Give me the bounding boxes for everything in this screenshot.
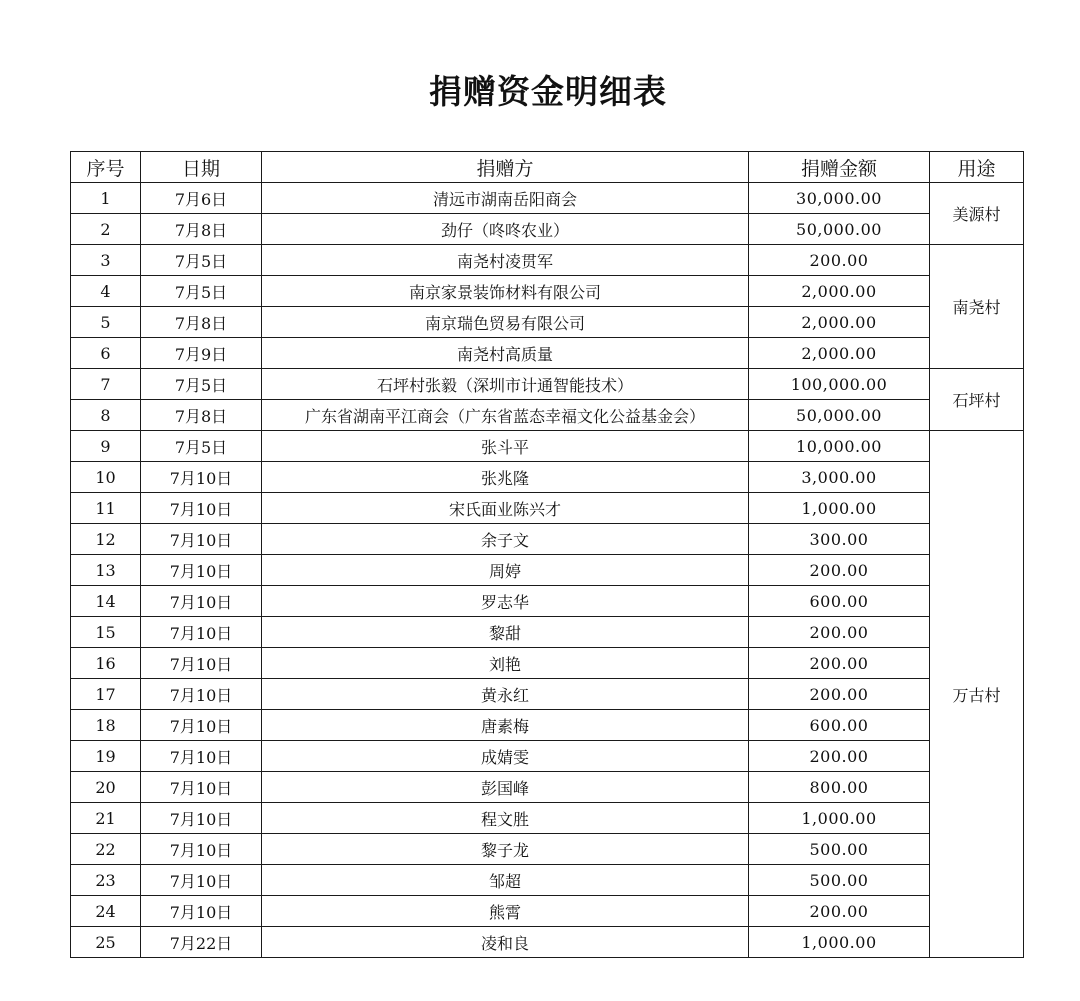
cell-donor: 程文胜 xyxy=(262,803,749,834)
cell-amount: 500.00 xyxy=(749,834,930,865)
cell-date: 7月10日 xyxy=(141,524,262,555)
cell-no: 5 xyxy=(71,307,141,338)
cell-amount: 50,000.00 xyxy=(749,400,930,431)
table-row xyxy=(71,617,1024,648)
table-row xyxy=(71,710,1024,741)
cell-use: 万古村 xyxy=(930,431,1024,958)
cell-date: 7月10日 xyxy=(141,586,262,617)
cell-date: 7月8日 xyxy=(141,307,262,338)
cell-donor: 清远市湖南岳阳商会 xyxy=(262,183,749,214)
header-amount: 捐赠金额 xyxy=(749,152,930,183)
table-row xyxy=(71,803,1024,834)
table-row xyxy=(71,555,1024,586)
cell-amount: 200.00 xyxy=(749,896,930,927)
cell-no: 10 xyxy=(71,462,141,493)
cell-date: 7月5日 xyxy=(141,369,262,400)
table-row xyxy=(71,214,1024,245)
cell-date: 7月10日 xyxy=(141,555,262,586)
cell-date: 7月5日 xyxy=(141,431,262,462)
header-row xyxy=(71,152,1024,183)
table-row xyxy=(71,741,1024,772)
cell-donor: 张斗平 xyxy=(262,431,749,462)
cell-donor: 周婷 xyxy=(262,555,749,586)
cell-no: 3 xyxy=(71,245,141,276)
table-row xyxy=(71,338,1024,369)
table-row xyxy=(71,865,1024,896)
cell-date: 7月10日 xyxy=(141,617,262,648)
cell-date: 7月10日 xyxy=(141,772,262,803)
header-no: 序号 xyxy=(71,152,141,183)
cell-donor: 宋氏面业陈兴才 xyxy=(262,493,749,524)
cell-donor: 邹超 xyxy=(262,865,749,896)
cell-no: 12 xyxy=(71,524,141,555)
cell-date: 7月10日 xyxy=(141,493,262,524)
cell-no: 23 xyxy=(71,865,141,896)
cell-amount: 600.00 xyxy=(749,586,930,617)
cell-amount: 200.00 xyxy=(749,741,930,772)
cell-donor: 余子文 xyxy=(262,524,749,555)
table-row xyxy=(71,183,1024,214)
header-donor: 捐赠方 xyxy=(262,152,749,183)
cell-donor: 劲仔（咚咚农业） xyxy=(262,214,749,245)
cell-no: 19 xyxy=(71,741,141,772)
cell-date: 7月10日 xyxy=(141,710,262,741)
table-row xyxy=(71,307,1024,338)
table-row xyxy=(71,276,1024,307)
table-body xyxy=(71,183,1024,958)
table-row xyxy=(71,896,1024,927)
cell-date: 7月5日 xyxy=(141,276,262,307)
cell-donor: 张兆隆 xyxy=(262,462,749,493)
table-row xyxy=(71,679,1024,710)
cell-no: 16 xyxy=(71,648,141,679)
cell-amount: 500.00 xyxy=(749,865,930,896)
cell-donor: 南尧村凌贯军 xyxy=(262,245,749,276)
cell-date: 7月9日 xyxy=(141,338,262,369)
cell-no: 17 xyxy=(71,679,141,710)
cell-amount: 2,000.00 xyxy=(749,338,930,369)
table-row xyxy=(71,245,1024,276)
cell-amount: 3,000.00 xyxy=(749,462,930,493)
cell-amount: 300.00 xyxy=(749,524,930,555)
cell-no: 15 xyxy=(71,617,141,648)
table-row xyxy=(71,493,1024,524)
cell-no: 8 xyxy=(71,400,141,431)
cell-no: 11 xyxy=(71,493,141,524)
cell-date: 7月10日 xyxy=(141,896,262,927)
cell-use: 南尧村 xyxy=(930,245,1024,369)
cell-date: 7月10日 xyxy=(141,865,262,896)
cell-donor: 南尧村高质量 xyxy=(262,338,749,369)
cell-donor: 南京家景装饰材料有限公司 xyxy=(262,276,749,307)
cell-amount: 2,000.00 xyxy=(749,276,930,307)
cell-amount: 100,000.00 xyxy=(749,369,930,400)
header-date: 日期 xyxy=(141,152,262,183)
cell-donor: 彭国峰 xyxy=(262,772,749,803)
cell-donor: 黎甜 xyxy=(262,617,749,648)
cell-no: 4 xyxy=(71,276,141,307)
cell-no: 25 xyxy=(71,927,141,958)
cell-donor: 南京瑞色贸易有限公司 xyxy=(262,307,749,338)
table-row xyxy=(71,586,1024,617)
cell-date: 7月8日 xyxy=(141,400,262,431)
cell-no: 18 xyxy=(71,710,141,741)
table-row xyxy=(71,462,1024,493)
cell-donor: 广东省湖南平江商会（广东省蓝态幸福文化公益基金会） xyxy=(262,400,749,431)
cell-amount: 1,000.00 xyxy=(749,493,930,524)
cell-no: 1 xyxy=(71,183,141,214)
header-use: 用途 xyxy=(930,152,1024,183)
cell-amount: 200.00 xyxy=(749,245,930,276)
cell-amount: 200.00 xyxy=(749,648,930,679)
cell-date: 7月10日 xyxy=(141,679,262,710)
cell-donor: 熊霄 xyxy=(262,896,749,927)
cell-donor: 成婧雯 xyxy=(262,741,749,772)
cell-donor: 刘艳 xyxy=(262,648,749,679)
cell-no: 24 xyxy=(71,896,141,927)
cell-donor: 石坪村张毅（深圳市计通智能技术） xyxy=(262,369,749,400)
table-row xyxy=(71,772,1024,803)
cell-no: 2 xyxy=(71,214,141,245)
table-row xyxy=(71,431,1024,462)
cell-amount: 1,000.00 xyxy=(749,803,930,834)
cell-amount: 200.00 xyxy=(749,679,930,710)
cell-date: 7月10日 xyxy=(141,462,262,493)
cell-amount: 50,000.00 xyxy=(749,214,930,245)
cell-date: 7月5日 xyxy=(141,245,262,276)
document-title: 捐赠资金明细表 xyxy=(429,72,667,111)
cell-amount: 200.00 xyxy=(749,555,930,586)
cell-amount: 1,000.00 xyxy=(749,927,930,958)
cell-amount: 10,000.00 xyxy=(749,431,930,462)
cell-amount: 600.00 xyxy=(749,710,930,741)
donation-table xyxy=(70,151,1024,958)
cell-no: 21 xyxy=(71,803,141,834)
cell-no: 22 xyxy=(71,834,141,865)
cell-date: 7月8日 xyxy=(141,214,262,245)
cell-date: 7月6日 xyxy=(141,183,262,214)
table-row xyxy=(71,369,1024,400)
cell-amount: 800.00 xyxy=(749,772,930,803)
cell-date: 7月22日 xyxy=(141,927,262,958)
cell-no: 20 xyxy=(71,772,141,803)
cell-no: 6 xyxy=(71,338,141,369)
cell-no: 7 xyxy=(71,369,141,400)
cell-amount: 30,000.00 xyxy=(749,183,930,214)
cell-date: 7月10日 xyxy=(141,834,262,865)
cell-use: 石坪村 xyxy=(930,369,1024,431)
cell-date: 7月10日 xyxy=(141,803,262,834)
cell-donor: 凌和良 xyxy=(262,927,749,958)
cell-use: 美源村 xyxy=(930,183,1024,245)
cell-donor: 唐素梅 xyxy=(262,710,749,741)
table-row xyxy=(71,400,1024,431)
table-row xyxy=(71,834,1024,865)
cell-no: 13 xyxy=(71,555,141,586)
cell-amount: 2,000.00 xyxy=(749,307,930,338)
cell-donor: 黎子龙 xyxy=(262,834,749,865)
cell-date: 7月10日 xyxy=(141,648,262,679)
cell-amount: 200.00 xyxy=(749,617,930,648)
cell-donor: 黄永红 xyxy=(262,679,749,710)
table-row xyxy=(71,524,1024,555)
cell-no: 9 xyxy=(71,431,141,462)
cell-no: 14 xyxy=(71,586,141,617)
table-row xyxy=(71,927,1024,958)
table-row xyxy=(71,648,1024,679)
cell-donor: 罗志华 xyxy=(262,586,749,617)
cell-date: 7月10日 xyxy=(141,741,262,772)
